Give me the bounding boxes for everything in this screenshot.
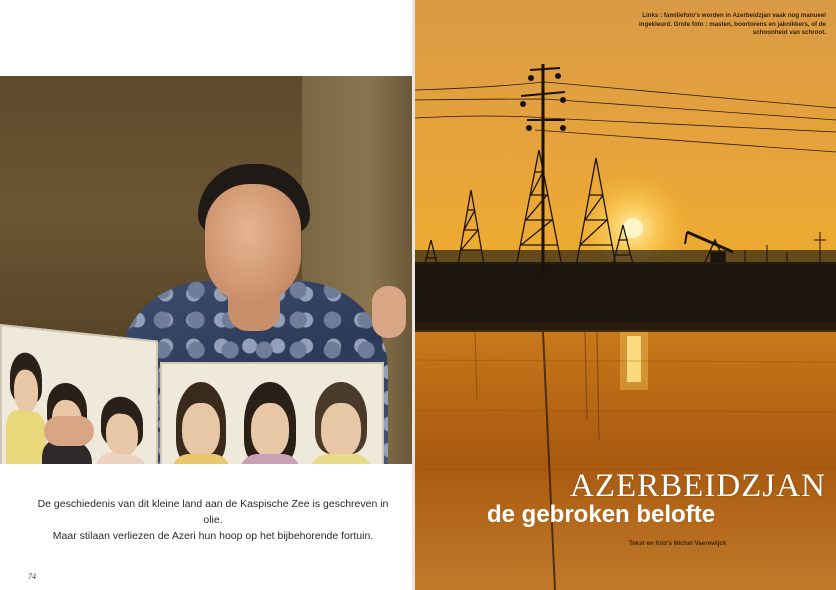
portrait-child-3 [96,394,148,464]
intro-caption-line: De geschiedenis van dit kleine land aan de Kaspische Zee is geschreven in olie. [37,498,389,526]
right-page [415,0,836,590]
portrait-girl-1 [170,382,232,464]
left-page [0,0,412,590]
woman-face [205,184,301,304]
horizon-land [415,262,836,332]
portrait-girl-3 [308,382,374,464]
photo-caption: Links : familiefoto's worden in Azerbeidzjan vaak nog manueel ingekleurd. Grote foto : masten, boortorens en jaknikkers, of de schoonheid van schroot. [638,12,826,37]
album-right-page [160,362,384,464]
portrait-child-1 [6,351,46,464]
article-credit: Tekst en foto's Michel Vaerewijck [629,540,727,547]
intro-caption-line: Maar stilaan verliezen de Azeri hun hoop op het bijbehorende fortuin. [52,530,374,542]
left-hand [44,416,94,446]
page-number: 74 [28,572,36,581]
woman-with-photo-album-photo [0,76,412,464]
article-headline: AZERBEIDZJAN [570,468,826,504]
article-subheadline: de gebroken belofte [487,501,716,528]
intro-caption [28,496,398,544]
portrait-girl-2 [238,382,302,464]
